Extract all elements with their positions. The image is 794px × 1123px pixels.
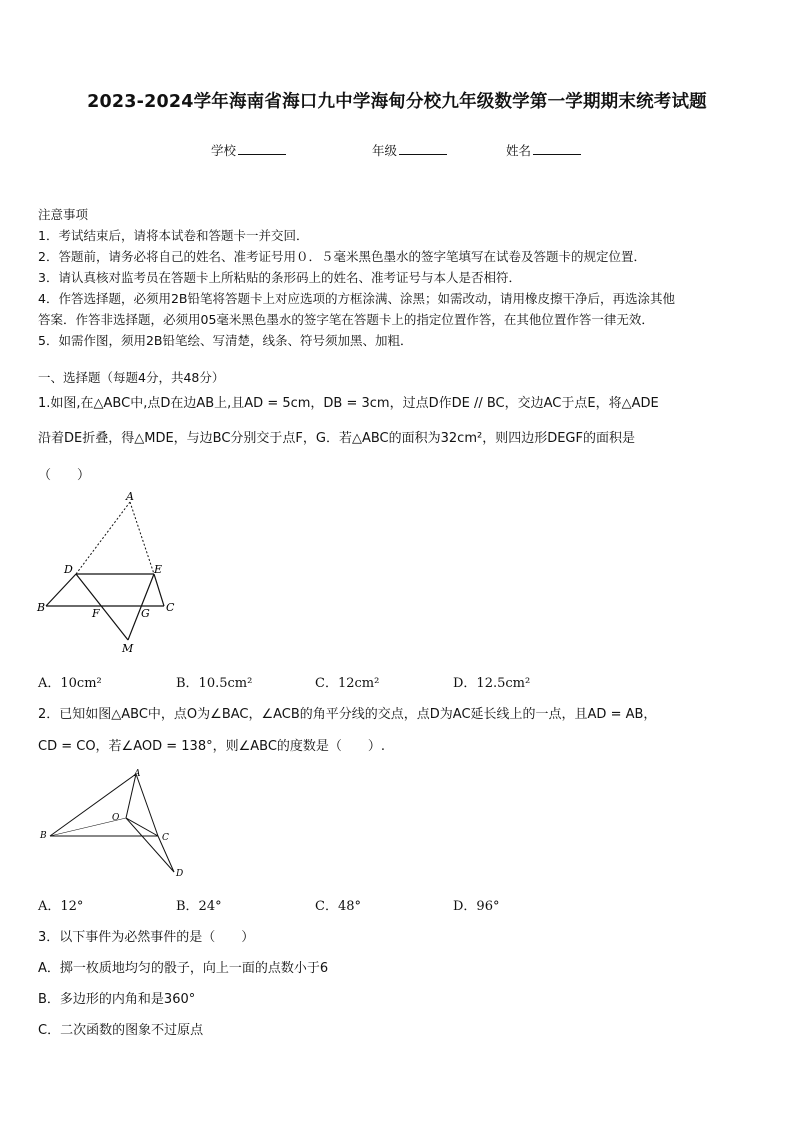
point-label-a: A [126,490,134,503]
grade-blank[interactable] [399,142,447,155]
q2-stem-line1: 2．已知如图△ABC中，点O为∠BAC，∠ACB的角平分线的交点，点D为AC延长线上的一点，且AD = AB， [38,707,657,722]
notice-item: 3．请认真核对监考员在答题卡上所粘贴的条形码上的姓名、准考证号与本人是否相符． [38,270,521,285]
q2-option-c[interactable]: C．48° [315,899,361,914]
point-label-b: B [37,601,46,614]
q2-option-a[interactable]: A．12° [38,899,84,914]
point-label-e: E [154,563,163,576]
q1-option-d[interactable]: D．12.5cm² [453,676,531,691]
q1-stem-line2: 沿着DE折叠，得△MDE，与边BC分别交于点F，G．若△ABC的面积为32cm²，则四边形DEGF的面积是 [38,431,635,446]
q3-option-c[interactable]: C．二次函数的图象不过原点 [38,1023,204,1038]
notice-item: 答案．作答非选择题，必须用05毫米黑色墨水的签字笔在答题卡上的指定位置作答，在其他位置作答一律无效． [38,312,654,327]
edge-od [126,818,174,872]
point-label-d: D [176,869,184,879]
point-label-f: F [92,607,100,620]
notice-item: 5．如需作图，须用2B铅笔绘、写清楚，线条、符号须加黑、加粗． [38,333,413,348]
notice-item: 2．答题前，请务必将自己的姓名、准考证号用０．５毫米黑色墨水的签字笔填写在试卷及答题卡的规定位置． [38,249,646,264]
notice-block [38,204,768,351]
school-field[interactable] [211,141,286,159]
point-label-c: C [166,601,175,614]
q3-stem: 3．以下事件为必然事件的是（ ） [38,930,255,945]
notice-heading: 注意事项 [38,207,89,222]
page-title: 2023-2024学年海南省海口九中学海甸分校九年级数学第一学期期末统考试题 [87,92,707,112]
point-label-a: A [134,769,141,779]
q1-stem-line1: 1.如图,在△ABC中,点D在边AB上,且AD = 5cm，DB = 3cm，过点D作DE // BC，交边AC于点E，将△ADE [38,396,659,411]
point-label-d: D [64,563,73,576]
section-title: 一、选择题（每题4分，共48分） [38,370,225,385]
q1-stem-line3: （ ） [38,468,91,483]
point-label-m: M [122,642,134,655]
edge-db [46,574,76,606]
q1-options [38,672,758,692]
q1-option-a[interactable]: A．10cm² [38,676,102,691]
edge-ac [136,774,158,836]
q3-option-a[interactable]: A．掷一枚质地均匀的骰子，向上一面的点数小于6 [38,961,329,976]
school-blank[interactable] [238,142,286,155]
edge-ab-dashed [76,502,130,574]
grade-field[interactable] [372,141,447,159]
edge-ec [154,574,164,606]
point-label-c: C [162,833,169,843]
name-blank[interactable] [533,142,581,155]
notice-item: 4．作答选择题，必须用2B铅笔将答题卡上对应选项的方框涂满、涂黑；如需改动，请用橡皮擦干净后，再选涂其他 [38,291,675,306]
q1-option-c[interactable]: C．12cm² [315,676,380,691]
edge-ab [50,774,136,836]
q1-option-b[interactable]: B．10.5cm² [176,676,253,691]
q3-option-b[interactable]: B．多边形的内角和是360° [38,992,196,1007]
edge-ac-dashed [130,502,154,574]
edge-oc [126,818,158,836]
q2-options [38,895,758,915]
q2-stem-line2: CD = CO，若∠AOD = 138°，则∠ABC的度数是（ ）. [38,739,386,754]
grade-label: 年级 [372,143,398,158]
point-label-o: O [112,813,120,823]
point-label-b: B [40,831,47,841]
name-label: 姓名 [506,143,532,158]
q2-figure [36,764,196,882]
name-field[interactable] [506,141,581,159]
q2-option-b[interactable]: B．24° [176,899,222,914]
student-info-row [0,141,794,161]
q2-option-d[interactable]: D．96° [453,899,500,914]
point-label-g: G [141,607,150,620]
school-label: 学校 [211,143,237,158]
q1-figure [30,490,190,660]
edge-dm [76,574,128,640]
notice-item: 1．考试结束后，请将本试卷和答题卡一并交回． [38,228,309,243]
